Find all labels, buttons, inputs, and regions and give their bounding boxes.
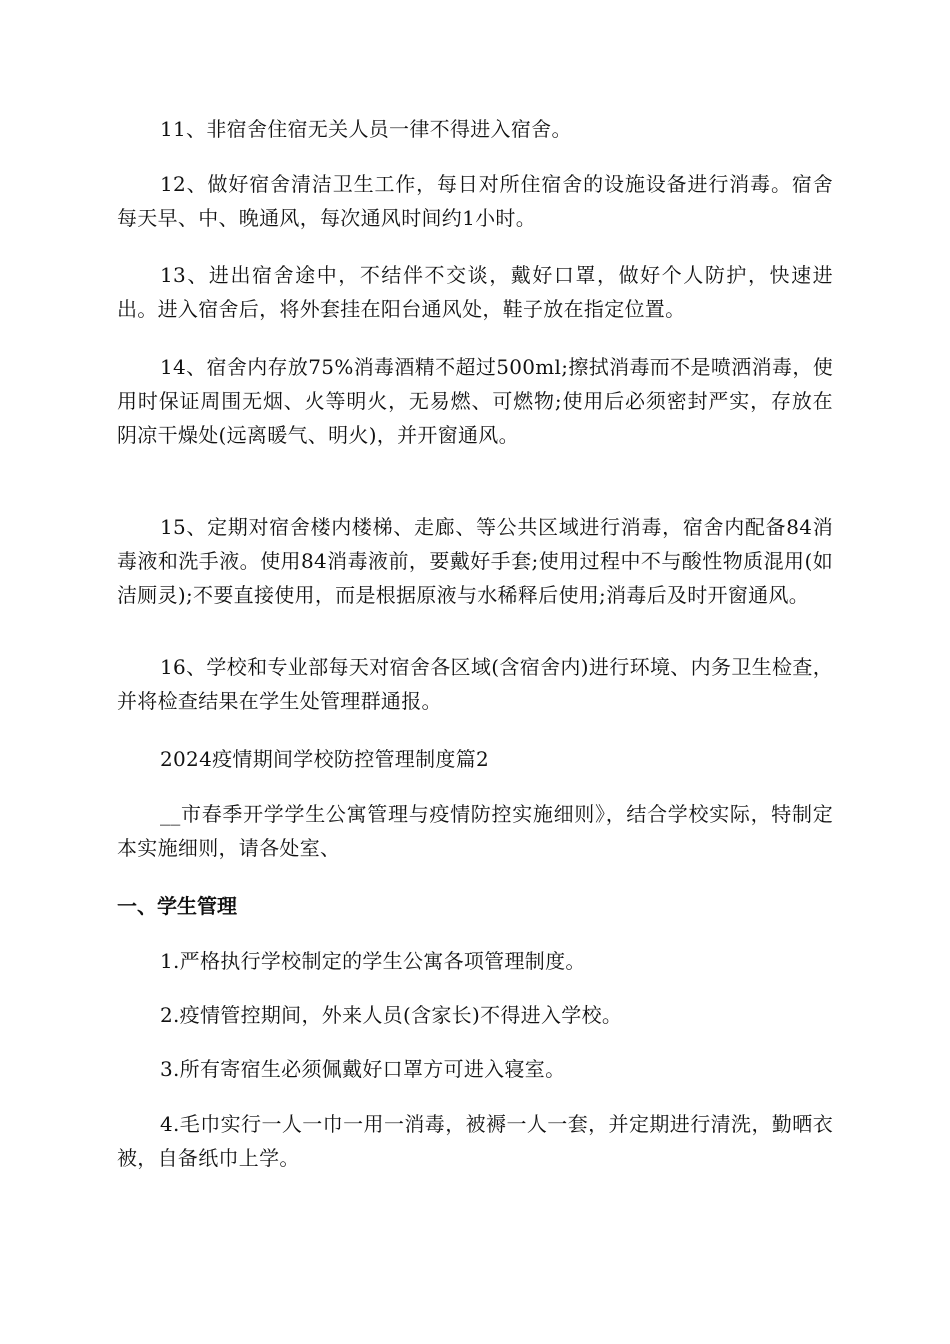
paragraph-item-11: 11、非宿舍住宿无关人员一律不得进入宿舍。 (160, 117, 572, 141)
list-item-3: 3.所有寄宿生必须佩戴好口罩方可进入寝室。 (160, 1057, 566, 1081)
list-item-2: 2.疫情管控期间，外来人员(含家长)不得进入学校。 (160, 1003, 623, 1027)
paragraph-item-13: 13、进出宿舍途中，不结伴不交谈，戴好口罩，做好个人防护，快速进出。进入宿舍后，将外套挂在阳台通风处，鞋子放在指定位置。 (117, 263, 833, 321)
section-title-part-2: 2024疫情期间学校防控管理制度篇2 (160, 747, 490, 771)
intro-paragraph: __市春季开学学生公寓管理与疫情防控实施细则》，结合学校实际，特制定本实施细则，请各处室、 (117, 802, 833, 860)
section-heading-student-management: 一、学生管理 (117, 894, 237, 918)
paragraph-item-16: 16、学校和专业部每天对宿舍各区域(含宿舍内)进行环境、内务卫生检查，并将检查结果在学生处管理群通报。 (117, 655, 833, 713)
paragraph-item-15: 15、定期对宿舍楼内楼梯、走廊、等公共区域进行消毒，宿舍内配备84消毒液和洗手液。使用84消毒液前，要戴好手套;使用过程中不与酸性物质混用(如洁厕灵);不要直接使用，而是根据原液与水稀释后使用;消毒后及时开窗通风。 (117, 515, 833, 607)
list-item-4: 4.毛巾实行一人一巾一用一消毒，被褥一人一套，并定期进行清洗，勤晒衣被，自备纸巾上学。 (117, 1112, 833, 1170)
paragraph-item-14: 14、宿舍内存放75%消毒酒精不超过500ml;擦拭消毒而不是喷洒消毒，使用时保证周围无烟、火等明火，无易燃、可燃物;使用后必须密封严实，存放在阴凉干燥处(远离暖气、明火)，并开窗通风。 (117, 355, 833, 447)
paragraph-item-12: 12、做好宿舍清洁卫生工作，每日对所住宿舍的设施设备进行消毒。宿舍每天早、中、晚通风，每次通风时间约1小时。 (117, 172, 833, 230)
list-item-1: 1.严格执行学校制定的学生公寓各项管理制度。 (160, 949, 586, 973)
